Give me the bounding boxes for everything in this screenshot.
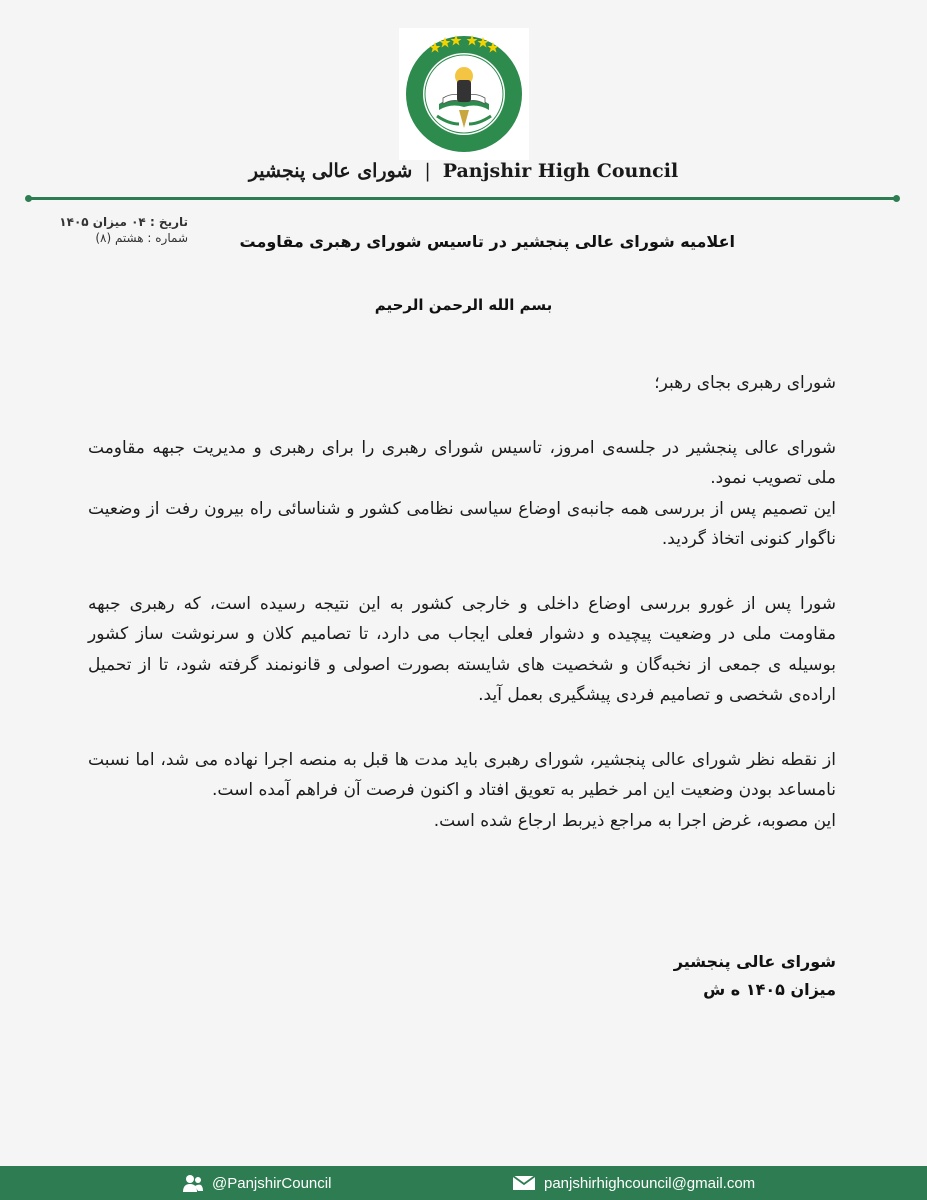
- paragraph-4a: از نقطه نظر شورای عالی پنجشیر، شورای رهبری باید مدت ها قبل به منصه اجرا نهاده می شد، اما نسبت نامساعد بودن وضعیت این امر خطیر به تعویق افتاد و اکنون فرصت آن فراهم آمده است.: [88, 749, 836, 800]
- council-emblem-icon: [399, 28, 529, 160]
- footer-email[interactable]: [512, 1166, 755, 1200]
- document-meta: [38, 214, 188, 246]
- footer-social[interactable]: [182, 1166, 331, 1200]
- letterhead-title-fa: شورای عالی پنجشیر: [248, 160, 413, 182]
- signature-date: میزان ۱۴۰۵ ه ش: [703, 980, 836, 999]
- letterhead-title: [0, 160, 927, 190]
- signature-name: شورای عالی پنجشیر: [673, 952, 836, 971]
- paragraph-3: شورا پس از غورو بررسی اوضاع داخلی و خارجی کشور به این نتیجه رسیده است، که رهبری جبهه مقاومت ملی در وضعیت پیچیده و دشوار فعلی ایجاب می دارد، تا تصامیم کلان و سرنوشت ساز کشور بوسیله ی جمعی از نخبه‌گان و شخصیت های شایسته بصورت اصولی و قانونمند گرفته شود، تا از تحمیل اراده‌ی شخصی و تصامیم فردی پیشگیری بعمل آید.: [88, 593, 836, 705]
- paragraph-2b: این تصمیم پس از بررسی همه جانبه‌ی اوضاع سیاسی نظامی کشور و شناسائی راه بیرون رفت از وضعیت ناگوار کنونی اتخاذ گردید.: [88, 498, 836, 549]
- footer-email-address[interactable]: panjshirhighcouncil@gmail.com: [544, 1174, 756, 1192]
- document-title: اعلامیه شورای عالی پنجشیر در تاسیس شورای رهبری مقاومت: [239, 232, 735, 251]
- footer-bar: [0, 1166, 927, 1200]
- document-number: شماره : هشتم (۸): [95, 231, 188, 245]
- paragraph-heading: شورای رهبری بجای رهبر؛: [654, 373, 836, 393]
- users-icon: [182, 1173, 204, 1193]
- document-date: تاریخ : ۰۴ میزان ۱۴۰۵: [59, 215, 188, 229]
- header-divider: [28, 197, 897, 200]
- footer-social-handle[interactable]: @PanjshirCouncil: [212, 1174, 332, 1192]
- basmala: بسم الله الرحمن الرحیم: [374, 296, 553, 314]
- letterhead-separator: |: [424, 160, 431, 182]
- council-logo: [399, 28, 529, 160]
- signature-block: [560, 948, 836, 1004]
- letterhead-title-en: Panjshir High Council: [442, 160, 679, 182]
- envelope-icon: [512, 1175, 536, 1191]
- paragraph-2a: شورای عالی پنجشیر در جلسه‌ی امروز، تاسیس شورای رهبری را برای رهبری و مدیریت جبهه مقاومت ملی تصویب نمود.: [88, 437, 836, 488]
- document-body: [88, 368, 836, 836]
- paragraph-4b: این مصوبه، غرض اجرا به مراجع ذیربط ارجاع شده است.: [433, 810, 836, 831]
